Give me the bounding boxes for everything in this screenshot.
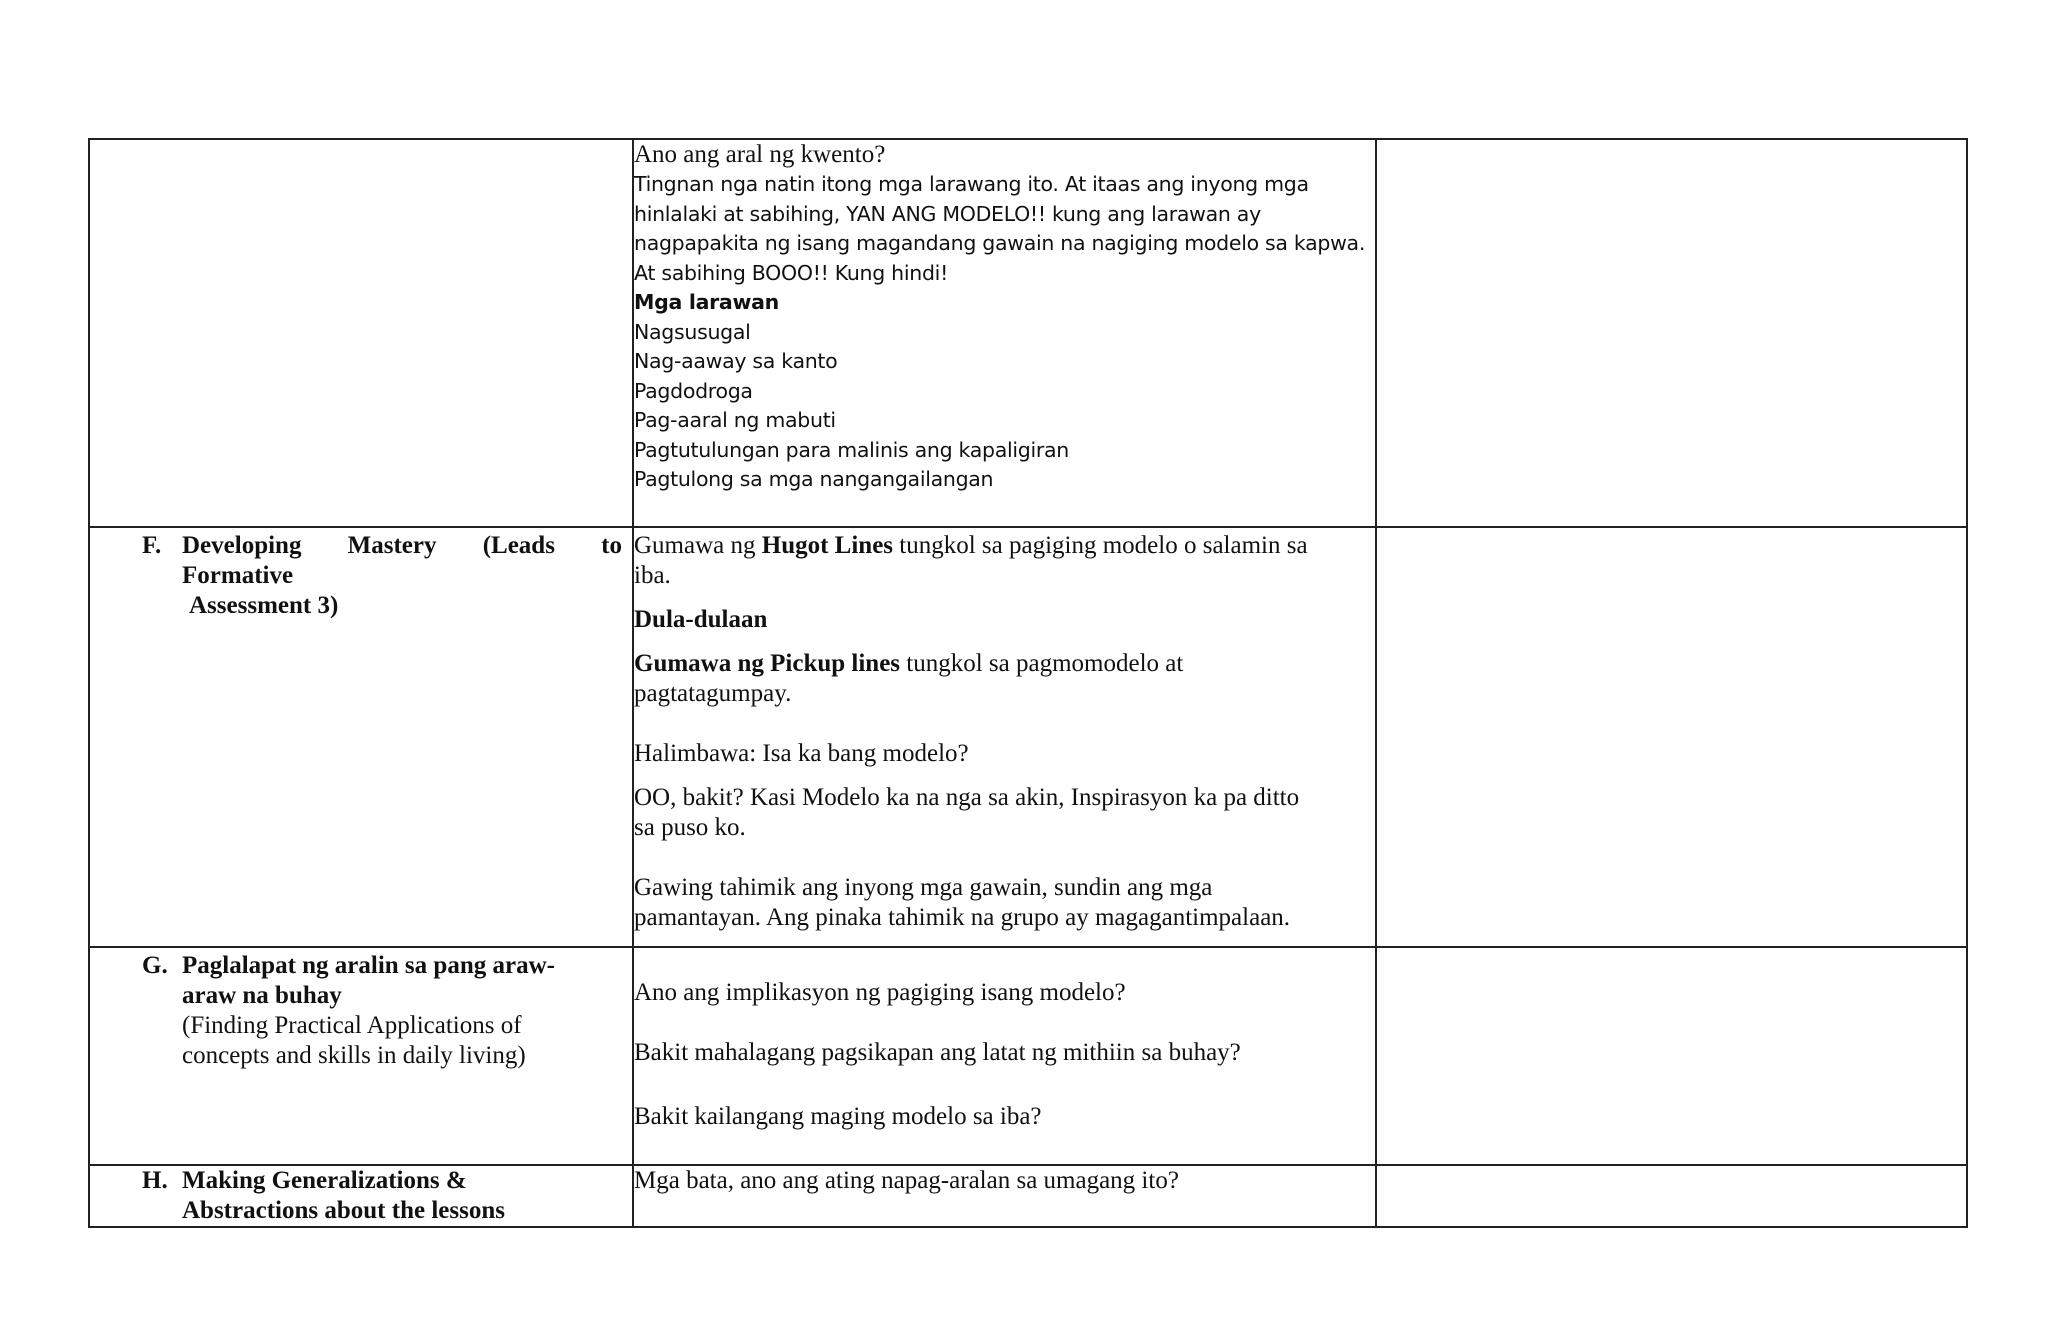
section-title-line: Assessment 3) [189, 592, 339, 619]
row-e-activity-cell [633, 139, 1376, 527]
hugot-lines-task: Gumawa ng Hugot Lines tungkol sa pagiging modelo o salamin sa [634, 532, 1308, 559]
application-question: Ano ang implikasyon ng pagiging isang modelo? [634, 979, 1126, 1006]
picture-item: Pagtutulungan para malinis ang kapaligiran [634, 437, 1069, 462]
lesson-plan-table [88, 138, 1968, 1228]
row-h-label-cell [89, 1165, 633, 1227]
section-title: Paglalapat ng aralin sa pang araw- [182, 952, 555, 979]
section-title-line: Abstractions about the lessons [182, 1197, 505, 1224]
example-question: Halimbawa: Isa ka bang modelo? [634, 740, 969, 767]
row-e-notes-cell [1376, 139, 1967, 527]
section-subtitle-line: concepts and skills in daily living) [182, 1042, 526, 1069]
row-h-notes-cell [1376, 1165, 1967, 1227]
pickup-lines-task-cont: pagtatagumpay. [634, 680, 792, 707]
section-letter: H. [142, 1167, 168, 1194]
instruction-line: hinlalaki at sabihing, YAN ANG MODELO!! kung ang larawan ay [634, 201, 1261, 226]
table-row-f [89, 527, 1967, 947]
instruction-line: nagpapakita ng isang magandang gawain na nagiging modelo sa kapwa. [634, 231, 1366, 255]
role-play-heading: Dula-dulaan [634, 606, 768, 633]
picture-item: Pagtulong sa mga nangangailangan [634, 467, 994, 491]
hugot-lines-task-cont: iba. [634, 562, 671, 589]
section-f-heading [90, 531, 632, 621]
row-h-activity-cell [633, 1165, 1376, 1227]
section-subtitle: (Finding Practical Applications of [182, 1012, 522, 1039]
row-g-activity-cell [633, 947, 1376, 1165]
example-answer-cont: sa puso ko. [634, 814, 746, 841]
row-g-label-cell [89, 947, 633, 1165]
row-g-notes-cell [1376, 947, 1967, 1165]
group-instruction: Gawing tahimik ang inyong mga gawain, sundin ang mga [634, 874, 1213, 901]
picture-item: Nag-aaway sa kanto [634, 349, 838, 373]
picture-item: Pag-aaral ng mabuti [634, 408, 836, 432]
section-letter: G. [142, 952, 168, 979]
section-title: Developing Mastery (Leads to [182, 532, 622, 559]
row-f-notes-cell [1376, 527, 1967, 947]
picture-instructions [634, 170, 1375, 495]
section-title: Making Generalizations & [182, 1167, 467, 1194]
row-e-label-cell [89, 139, 633, 527]
row-f-label-cell [89, 527, 633, 947]
instruction-line: Tingnan nga natin itong mga larawang ito. At itaas ang inyong mga [634, 172, 1309, 196]
section-letter: F. [142, 532, 162, 559]
generalization-question: Mga bata, ano ang ating napag-aralan sa umagang ito? [634, 1167, 1179, 1194]
table-row-h [89, 1165, 1967, 1227]
moral-question: Ano ang aral ng kwento? [634, 141, 886, 168]
table-row-g [89, 947, 1967, 1165]
instruction-line: At sabihing BOOO!! Kung hindi! [634, 260, 948, 285]
table-row-e [89, 139, 1967, 527]
section-title-line: araw na buhay [182, 982, 342, 1009]
section-h-heading [90, 1166, 632, 1226]
picture-item: Pagdodroga [634, 378, 753, 403]
section-g-heading [90, 951, 632, 1071]
pickup-lines-task: Gumawa ng Pickup lines tungkol sa pagmomodelo at [634, 650, 1184, 677]
group-instruction-cont: pamantayan. Ang pinaka tahimik na grupo ay magagantimpalaan. [634, 904, 1291, 931]
pictures-heading: Mga larawan [634, 290, 779, 314]
picture-item: Nagsusugal [634, 319, 751, 344]
example-answer: OO, bakit? Kasi Modelo ka na nga sa akin, Inspirasyon ka pa ditto [634, 784, 1300, 811]
row-f-activity-cell [633, 527, 1376, 947]
application-question: Bakit kailangang maging modelo sa iba? [634, 1103, 1042, 1130]
application-question: Bakit mahalagang pagsikapan ang latat ng mithiin sa buhay? [634, 1039, 1241, 1066]
section-title-line: Formative [182, 562, 294, 589]
